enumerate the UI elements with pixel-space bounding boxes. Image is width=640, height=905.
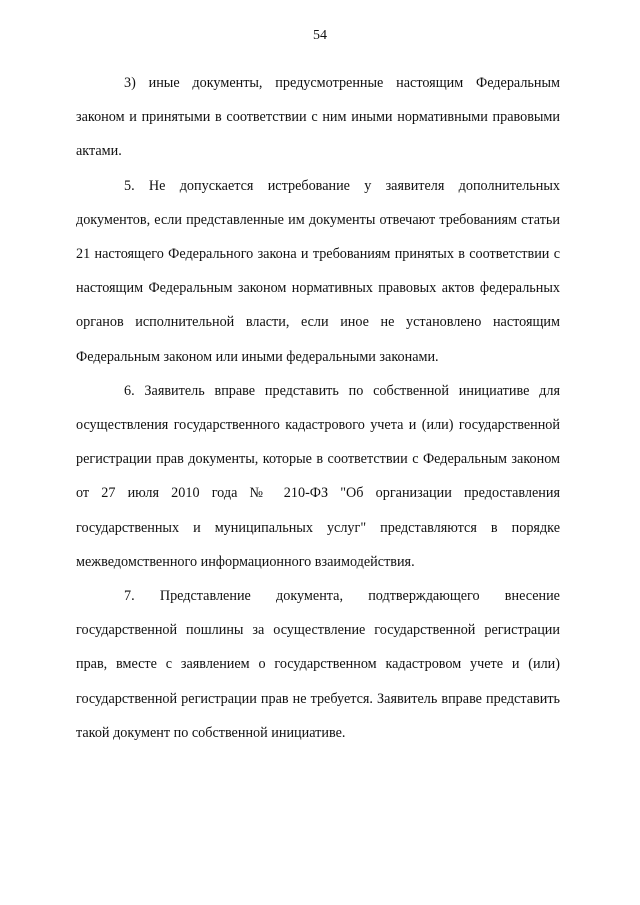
paragraph-point-7: 7. Представление документа, подтверждающего внесение государственной пошлины за осуществление государственной регистрации прав, вместе с заявлением о государственном кадастровом учете и (или) государственной регистрации прав не требуется. Заявитель вправе представить такой документ по собственной инициативе. <box>76 588 560 741</box>
paragraph-point-5: 5. Не допускается истребование у заявителя дополнительных документов, если представленные им документы отвечают требованиям статьи 21 настоящего Федерального закона и требованиям принятых в соответствии с настоящим Федеральным законом нормативных правовых актов федеральных органов исполнительной власти, если иное не установлено настоящим Федеральным законом или иными федеральными законами. <box>76 177 560 365</box>
paragraph-point-6: 6. Заявитель вправе представить по собственной инициативе для осуществления государственного кадастрового учета и (или) государственной регистрации прав документы, которые в соответствии с Федеральным законом от 27 июля 2010 года № 210-ФЗ "Об организации предоставления государственных и муниципальных услуг" представляются в порядке межведомственного информационного взаимодействия. <box>76 382 560 570</box>
page-number: 54 <box>313 28 327 43</box>
document-body <box>76 66 560 750</box>
paragraph-item-3: 3) иные документы, предусмотренные настоящим Федеральным законом и принятыми в соответствии с ним иными нормативными правовыми актами. <box>76 75 560 160</box>
